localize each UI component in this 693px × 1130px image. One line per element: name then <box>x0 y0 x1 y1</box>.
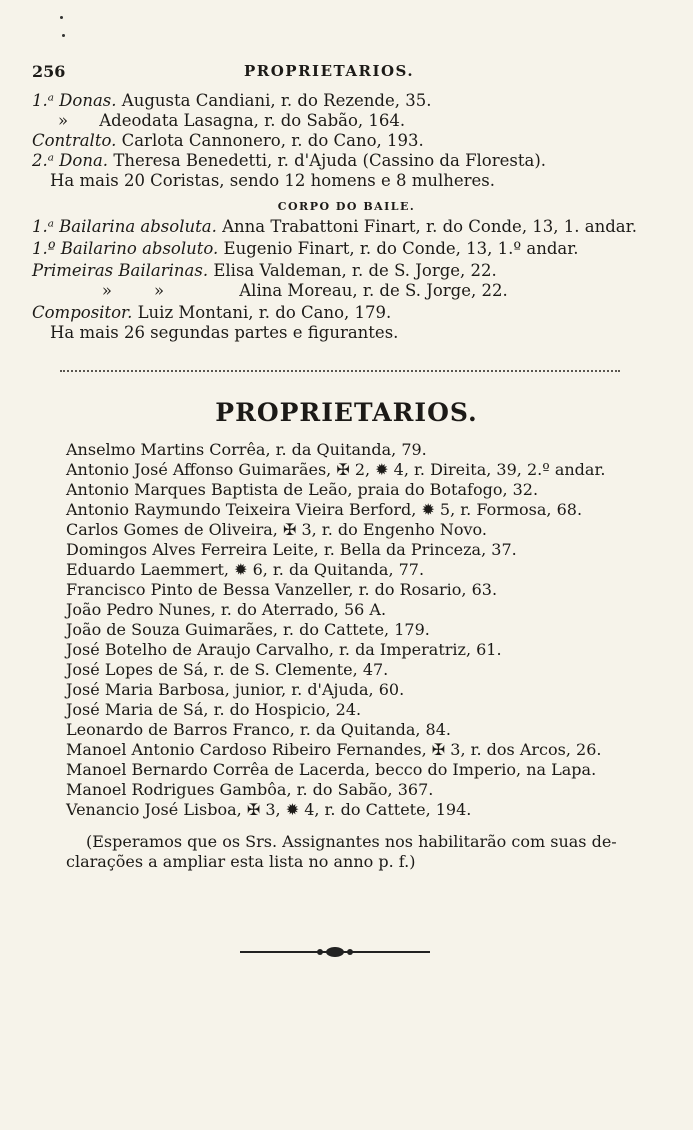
ballet-line <box>32 238 579 260</box>
cast-line <box>32 110 405 132</box>
role-label: 1.ᵃ Bailarina absoluta. <box>32 217 217 236</box>
ballet-line <box>50 322 398 344</box>
entry-text: Carlota Cannonero, r. do Cano, 193. <box>121 131 424 150</box>
owner-entry: Leonardo de Barros Franco, r. da Quitanda, 84. <box>66 720 451 739</box>
ballet-line <box>32 302 391 324</box>
entry-text: Augusta Candiani, r. do Rezende, 35. <box>121 91 432 110</box>
owner-entry: Carlos Gomes de Oliveira, ✠ 3, r. do Engenho Novo. <box>66 520 487 539</box>
owner-entry: Eduardo Laemmert, ✹ 6, r. da Quitanda, 77. <box>66 560 425 579</box>
running-title: PROPRIETARIOS. <box>244 62 415 80</box>
ditto-mark: » <box>57 111 69 130</box>
owner-entry: João Pedro Nunes, r. do Aterrado, 56 A. <box>66 600 387 619</box>
entry-text: Alina Moreau, r. de S. Jorge, 22. <box>239 281 508 300</box>
role-label: 1.º Bailarino absoluto. <box>32 239 219 258</box>
role-label: 2.ᵃ Dona. <box>32 151 109 170</box>
owner-entry: Antonio José Affonso Guimarães, ✠ 2, ✹ 4, r. Direita, 39, 2.º andar. <box>66 460 606 479</box>
owner-entry: Anselmo Martins Corrêa, r. da Quitanda, 79. <box>66 440 427 459</box>
page-header <box>32 62 622 84</box>
entry-text: Adeodata Lasagna, r. do Sabão, 164. <box>99 111 406 130</box>
editorial-note-line: (Esperamos que os Srs. Assignantes nos habilitarão com suas de- <box>86 832 617 851</box>
cast-line <box>50 170 495 192</box>
owner-entry: José Maria de Sá, r. do Hospicio, 24. <box>66 700 362 719</box>
ballet-line <box>32 280 508 302</box>
entry-text: Eugenio Finart, r. do Conde, 13, 1.º andar. <box>223 239 579 258</box>
role-label: Contralto. <box>32 131 117 150</box>
ink-speck <box>60 16 63 19</box>
ditto-mark: » » <box>101 281 165 300</box>
entry-text: Theresa Benedetti, r. d'Ajuda (Cassino da Floresta). <box>113 151 547 170</box>
owner-entry: Domingos Alves Ferreira Leite, r. Bella da Princeza, 37. <box>66 540 517 559</box>
entry-text: Elisa Valdeman, r. de S. Jorge, 22. <box>213 261 497 280</box>
owner-entry: Antonio Raymundo Teixeira Vieira Berford, ✹ 5, r. Formosa, 68. <box>66 500 583 519</box>
cast-line <box>32 90 432 112</box>
owner-entry: Manoel Bernardo Corrêa de Lacerda, becco do Imperio, na Lapa. <box>66 760 597 779</box>
section-divider <box>60 370 620 372</box>
cast-line <box>32 150 546 172</box>
owner-entry: José Botelho de Araujo Carvalho, r. da Imperatriz, 61. <box>66 640 502 659</box>
ballet-line <box>32 260 497 282</box>
owner-entry: Manoel Antonio Cardoso Ribeiro Fernandes, ✠ 3, r. dos Arcos, 26. <box>66 740 602 759</box>
owner-entry: Venancio José Lisboa, ✠ 3, ✹ 4, r. do Cattete, 194. <box>66 800 472 819</box>
entry-text: Ha mais 26 segundas partes e figurantes. <box>50 323 399 342</box>
owner-entry: Manoel Rodrigues Gambôa, r. do Sabão, 367. <box>66 780 434 799</box>
role-label: Primeiras Bailarinas. <box>32 261 209 280</box>
cast-line <box>32 130 424 152</box>
entry-text: Ha mais 20 Coristas, sendo 12 homens e 8 mulheres. <box>50 171 496 190</box>
ballet-line <box>32 216 637 238</box>
owner-entry: Francisco Pinto de Bessa Vanzeller, r. do Rosario, 63. <box>66 580 498 599</box>
page-number: 256 <box>32 62 66 81</box>
role-label: 1.ᵃ Donas. <box>32 91 117 110</box>
owner-entry: João de Souza Guimarães, r. do Cattete, 179. <box>66 620 430 639</box>
tailpiece-ornament <box>240 945 430 959</box>
ink-speck <box>62 34 65 37</box>
owner-entry: Antonio Marques Baptista de Leão, praia do Botafogo, 32. <box>66 480 539 499</box>
owner-entry: José Lopes de Sá, r. de S. Clemente, 47. <box>66 660 389 679</box>
entry-text: Anna Trabattoni Finart, r. do Conde, 13, 1. andar. <box>222 217 637 236</box>
role-label: Compositor. <box>32 303 133 322</box>
ballet-heading: CORPO DO BAILE. <box>277 200 416 213</box>
editorial-note-line: clarações a ampliar esta lista no anno p. f.) <box>66 852 416 871</box>
entry-text: Luiz Montani, r. do Cano, 179. <box>137 303 392 322</box>
section-title: PROPRIETARIOS. <box>215 398 478 427</box>
owner-entry: José Maria Barbosa, junior, r. d'Ajuda, 60. <box>66 680 405 699</box>
